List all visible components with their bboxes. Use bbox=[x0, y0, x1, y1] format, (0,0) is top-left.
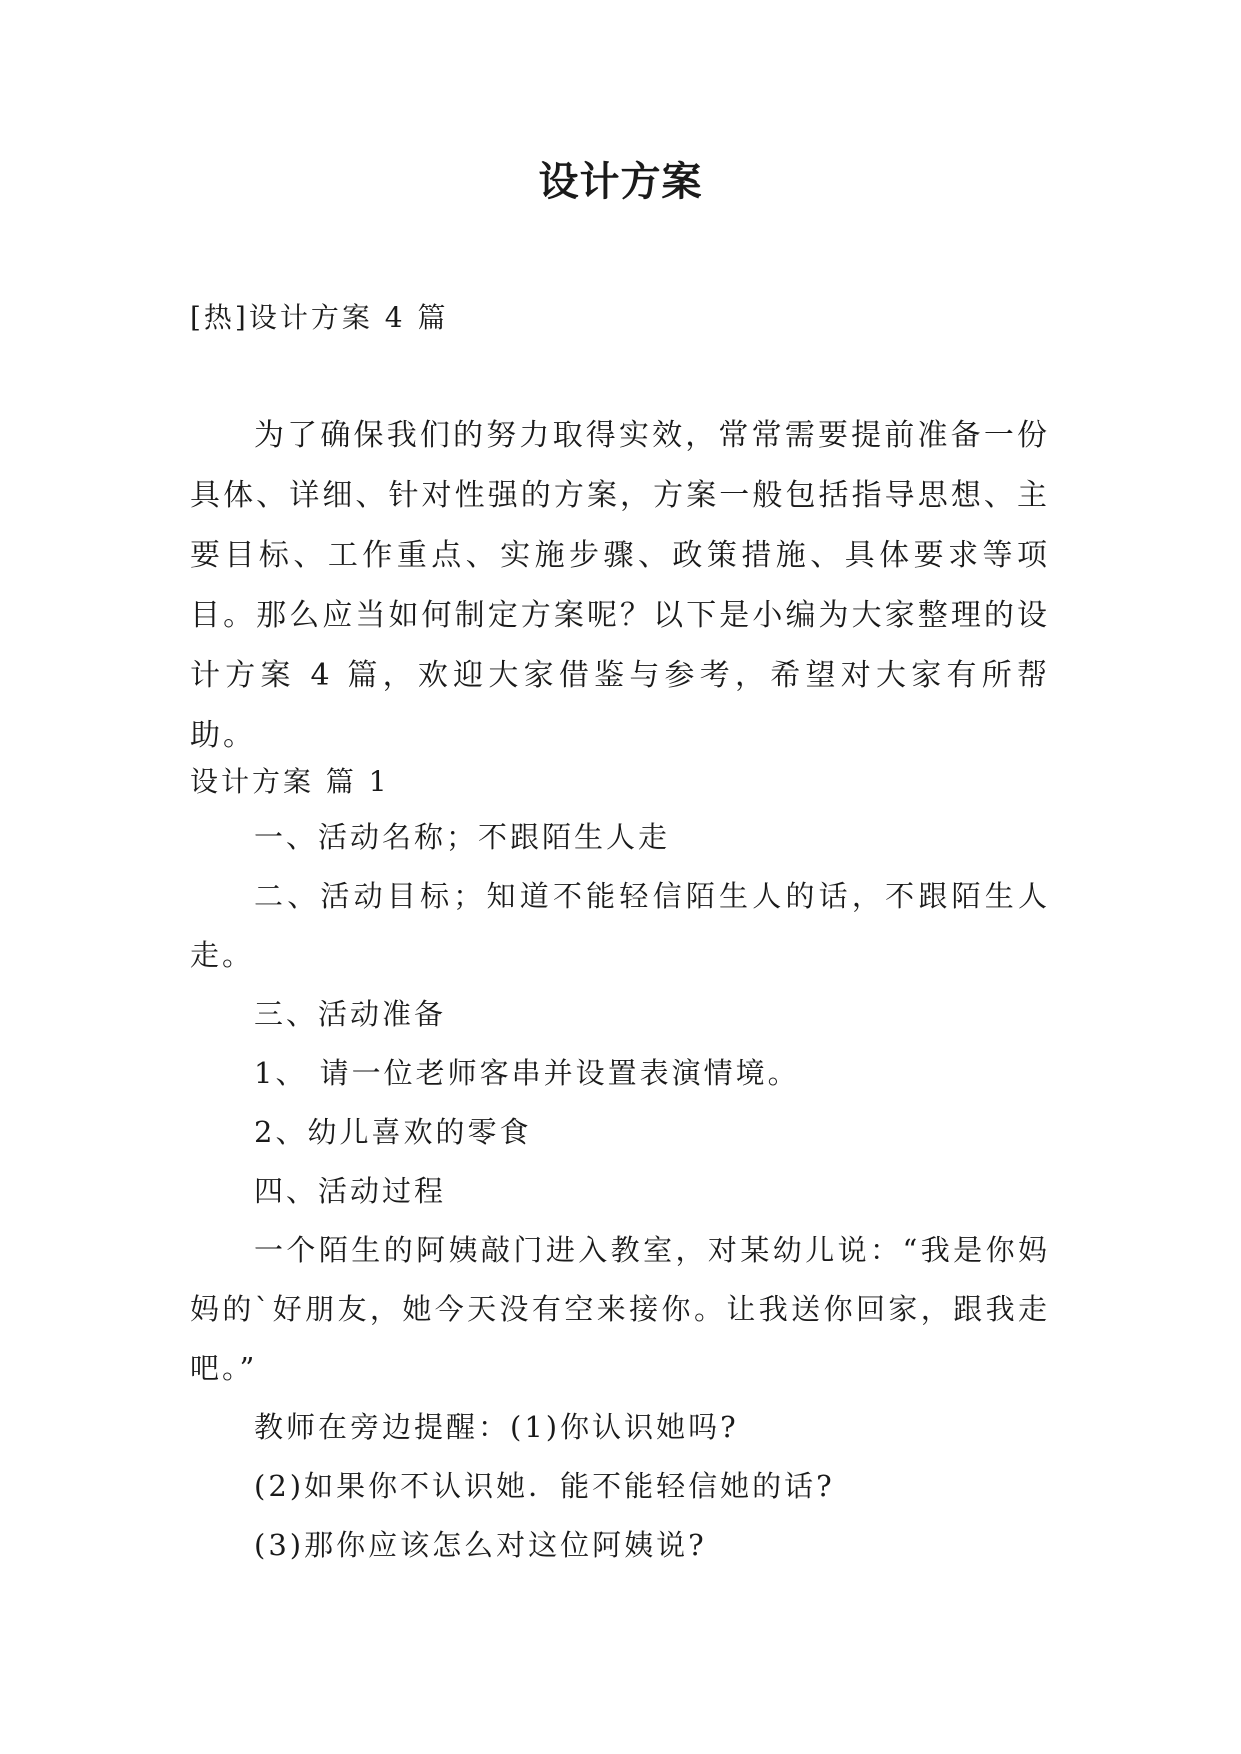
section-body bbox=[190, 808, 1050, 1575]
document-subtitle: [热]设计方案 4 篇 bbox=[190, 301, 449, 334]
paragraph: 一、活动名称；不跟陌生人走 bbox=[254, 820, 671, 854]
paragraph: 四、活动过程 bbox=[254, 1174, 447, 1208]
paragraph: 一个陌生的阿姨敲门进入教室，对某幼儿说：“我是你妈妈的`好朋友，她今天没有空来接你。让我送你回家，跟我走吧。” bbox=[190, 1233, 1050, 1385]
document-title: 设计方案 bbox=[538, 159, 703, 205]
paragraph: 1、 请一位老师客串并设置表演情境。 bbox=[254, 1056, 800, 1090]
paragraph: 二、活动目标；知道不能轻信陌生人的话，不跟陌生人走。 bbox=[190, 879, 1050, 972]
paragraph: 2、幼儿喜欢的零食 bbox=[254, 1115, 532, 1149]
intro-paragraph: 为了确保我们的努力取得实效，常常需要提前准备一份具体、详细、针对性强的方案，方案一般包括指导思想、主要目标、工作重点、实施步骤、政策措施、具体要求等项目。那么应当如何制定方案呢？以下是小编为大家整理的设计方案 4 篇，欢迎大家借鉴与参考，希望对大家有所帮助。 bbox=[190, 418, 1050, 753]
paragraph: (2)如果你不认识她．能不能轻信她的话? bbox=[254, 1469, 835, 1503]
paragraph: (3)那你应该怎么对这位阿姨说? bbox=[254, 1528, 707, 1562]
section-heading: 设计方案 篇 1 bbox=[190, 765, 390, 798]
paragraph: 三、活动准备 bbox=[254, 997, 447, 1031]
paragraph: 教师在旁边提醒：(1)你认识她吗? bbox=[254, 1410, 739, 1444]
